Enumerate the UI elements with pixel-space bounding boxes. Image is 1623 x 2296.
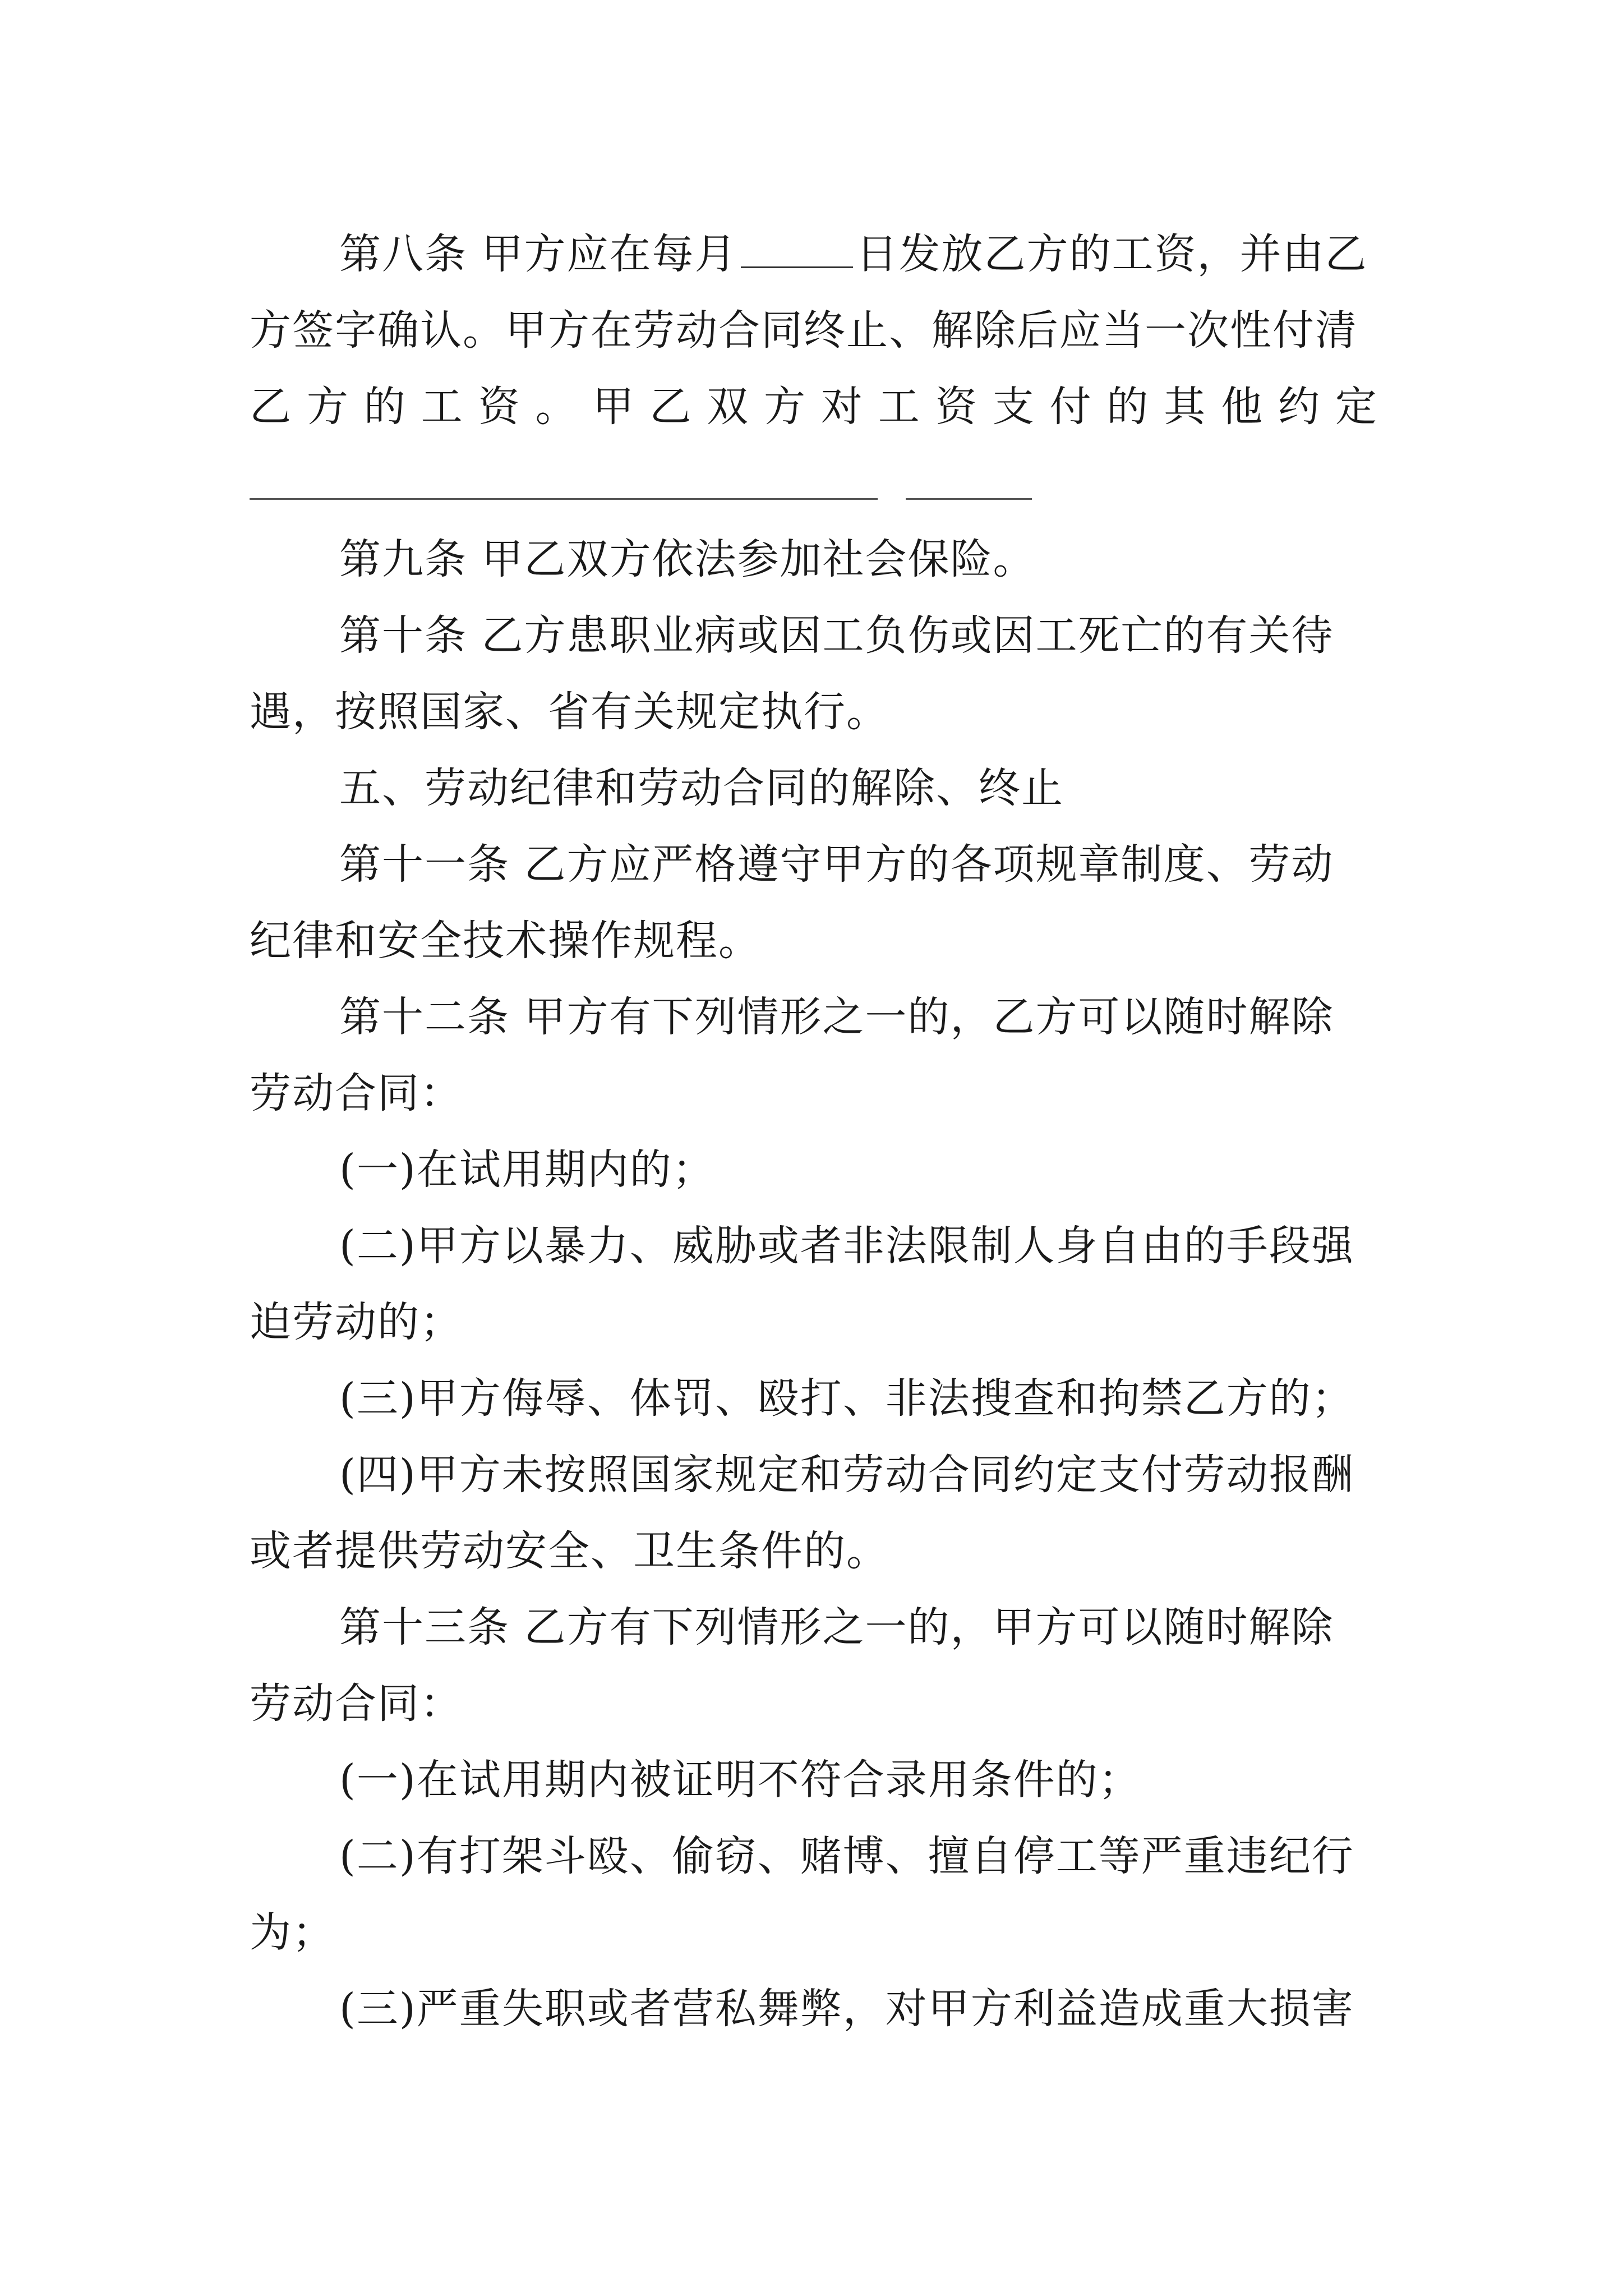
pay-day-blank [741, 227, 853, 268]
article-13-item-1: (一)在试用期内被证明不符合录用条件的； [339, 1756, 1141, 1804]
article-8-line-1 [250, 216, 1377, 292]
article-12-item-4-line-2: 或者提供劳动安全、卫生条件的。 [250, 1527, 889, 1575]
justified-char: 对 [820, 383, 863, 431]
article-10-line-2: 遇，按照国家、省有关规定执行。 [250, 688, 889, 736]
article-12-item-3: (三)甲方侮辱、体罚、殴打、非法搜查和拘禁乙方的； [339, 1374, 1354, 1423]
justified-char: 双 [707, 383, 749, 431]
justified-char: 定 [1335, 383, 1377, 431]
justified-char: 方 [306, 383, 348, 431]
justified-char: 资 [935, 383, 977, 431]
article-13-item-2-line-1: (二)有打架斗殴、偷窃、赌博、擅自停工等严重违纪行 [339, 1832, 1354, 1880]
article-12-item-4-line-1: (四)甲方未按照国家规定和劳动合同约定支付劳动报酬 [339, 1451, 1354, 1499]
other-agreement-blank-line [250, 445, 1377, 521]
justified-char: 约 [1278, 383, 1320, 431]
article-12-item-1: (一)在试用期内的； [339, 1145, 715, 1194]
justified-char: 乙 [250, 383, 291, 431]
article-12-line-1: 第十二条 甲方有下列情形之一的，乙方可以随时解除 [339, 993, 1334, 1041]
article-8-line-2: 方签字确认。甲方在劳动合同终止、解除后应当一次性付清 [250, 306, 1358, 355]
justified-char: 他 [1221, 383, 1263, 431]
article-13-item-3-line-1: (三)严重失职或者营私舞弊，对甲方利益造成重大损害 [339, 1985, 1354, 2033]
justified-char: 甲 [592, 383, 634, 431]
article-8-line-3 [250, 369, 1377, 445]
justified-char: 付 [1049, 383, 1091, 431]
justified-char: 工 [878, 383, 920, 431]
article-10-line-1: 第十条 乙方患职业病或因工负伤或因工死亡的有关待 [339, 611, 1334, 660]
article-13-line-1: 第十三条 乙方有下列情形之一的，甲方可以随时解除 [339, 1603, 1334, 1651]
document-body [250, 216, 1377, 2047]
blank-rule-segment-2 [906, 498, 1032, 500]
justified-char: 支 [992, 383, 1034, 431]
blank-rule-segment-1 [250, 498, 878, 500]
justified-char: 乙 [649, 383, 691, 431]
justified-char: 。 [535, 383, 577, 431]
article-11-line-2: 纪律和安全技术操作规程。 [250, 917, 761, 965]
justified-char: 资 [478, 383, 520, 431]
article-12-item-2-line-1: (二)甲方以暴力、威胁或者非法限制人身自由的手段强 [339, 1222, 1354, 1270]
justified-char: 工 [421, 383, 463, 431]
justified-char: 的 [1106, 383, 1149, 431]
justified-char: 其 [1164, 383, 1206, 431]
article-11-line-1: 第十一条 乙方应严格遵守甲方的各项规章制度、劳动 [339, 840, 1334, 889]
justified-char: 的 [363, 383, 405, 431]
article-13-item-2-line-2: 为； [250, 1908, 335, 1957]
justified-char: 方 [764, 383, 806, 431]
article-13-line-2: 劳动合同： [250, 1680, 463, 1728]
article-9: 第九条 甲乙双方依法参加社会保险。 [339, 535, 1036, 583]
article-12-line-2: 劳动合同： [250, 1069, 463, 1117]
section-5-heading: 五、劳动纪律和劳动合同的解除、终止 [339, 764, 1064, 812]
article-8-text-b: 日发放乙方的工资，并由乙 [856, 230, 1368, 278]
article-8-text-a: 第八条 甲方应在每月 [339, 230, 737, 278]
article-12-item-2-line-2: 迫劳动的； [250, 1298, 463, 1346]
